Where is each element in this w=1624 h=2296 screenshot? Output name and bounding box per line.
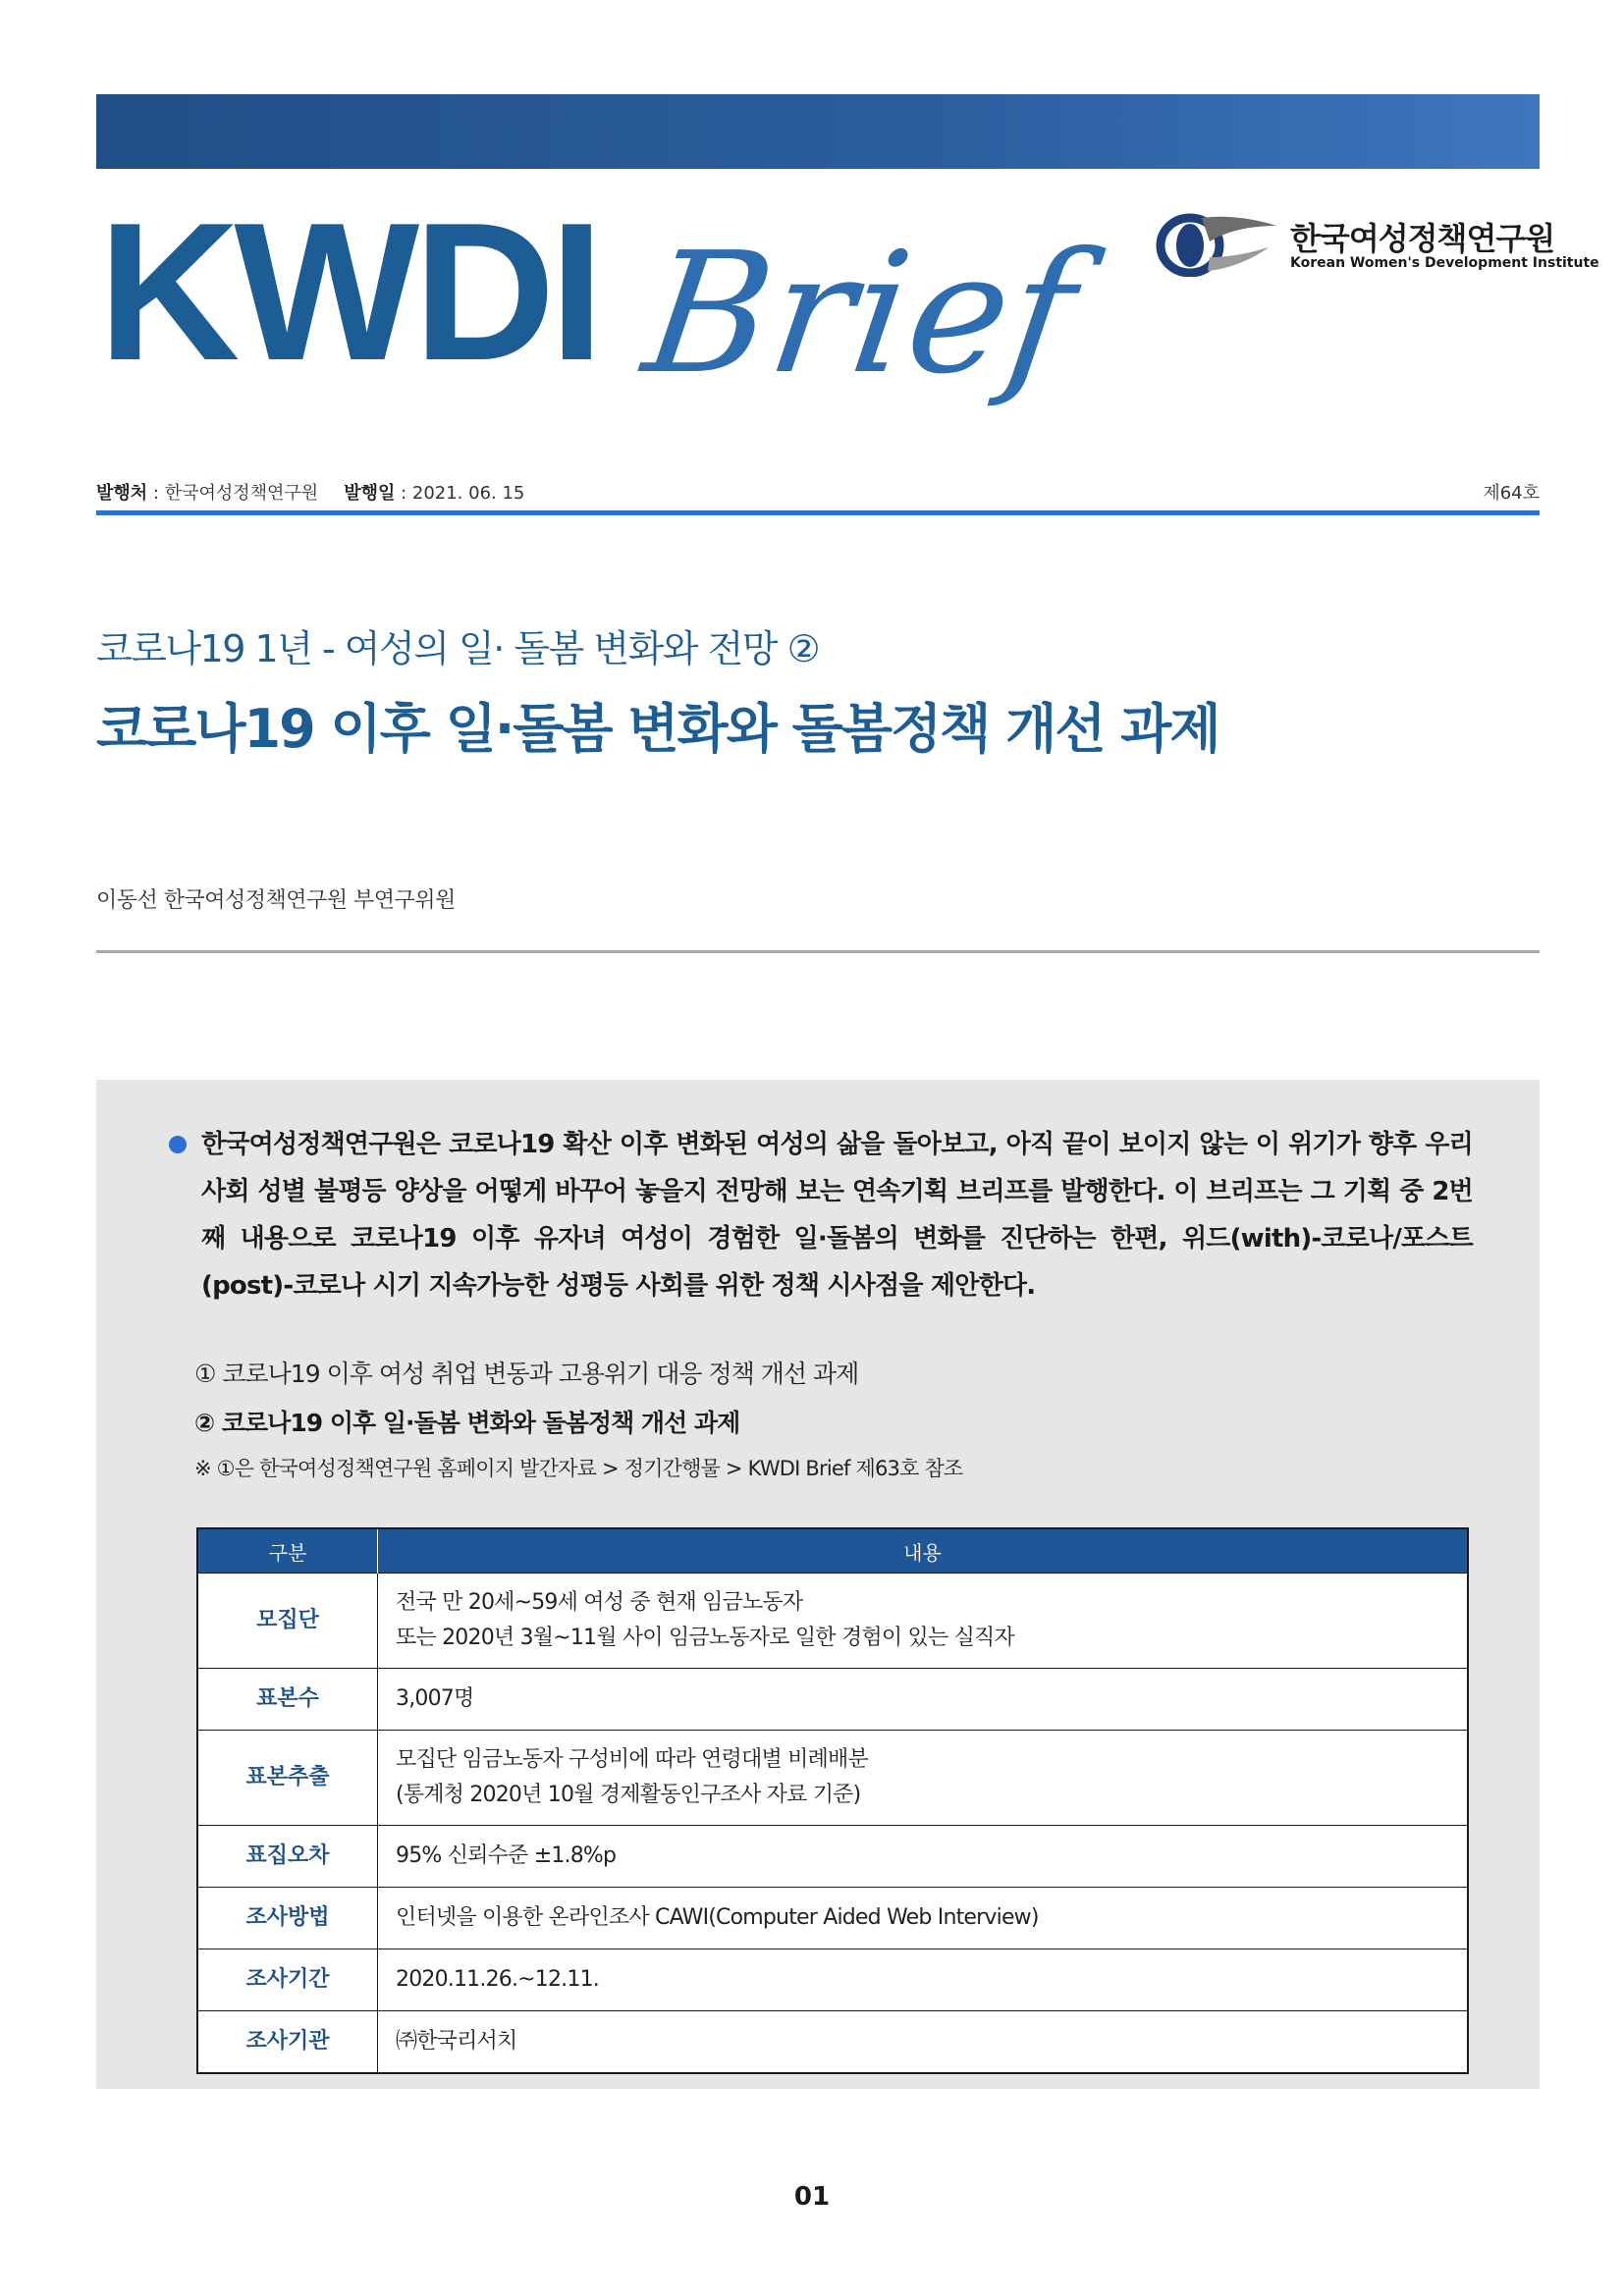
- masthead-kwdi: KWDI: [98, 183, 599, 401]
- row-value: 3,007명: [378, 1669, 1469, 1731]
- row-value: 2020.11.26.~12.11.: [378, 1949, 1469, 2011]
- row-value: [378, 1574, 1469, 1669]
- row-value-line: 모집단 임금노동자 구성비에 따라 연령대별 비례배분: [396, 1747, 868, 1772]
- table-row: [197, 1731, 1468, 1826]
- logo-english-name: Korean Women's Development Institute: [1290, 255, 1599, 271]
- logo-korean-name: 한국여성정책연구원: [1290, 220, 1555, 257]
- series-item-1: ① 코로나19 이후 여성 취업 변동과 고용위기 대응 정책 개선 과제: [194, 1360, 859, 1388]
- table-row: [197, 2011, 1468, 2074]
- reference-note: ※ ①은 한국여성정책연구원 홈페이지 발간자료 > 정기간행물 > KWDI Brief 제63호 참조: [194, 1457, 963, 1480]
- table-row: [197, 1949, 1468, 2011]
- row-value: 95% 신뢰수준 ±1.8%p: [378, 1826, 1469, 1888]
- row-value-line: 전국 만 20세~59세 여성 중 현재 임금노동자: [396, 1590, 803, 1615]
- header-category: 구분: [197, 1528, 378, 1574]
- row-value-line: (통계청 2020년 10월 경제활동인구조사 자료 기준): [396, 1783, 861, 1807]
- publication-date: 2021. 06. 15: [411, 483, 525, 504]
- header-divider: [96, 510, 1540, 515]
- table-row: [197, 1826, 1468, 1888]
- row-label: 모집단: [197, 1574, 378, 1669]
- header-content: 내용: [378, 1528, 1469, 1574]
- row-label: 표본수: [197, 1669, 378, 1731]
- row-label: 조사기간: [197, 1949, 378, 2011]
- table-row: [197, 1888, 1468, 1949]
- row-value-line: 또는 2020년 3월~11월 사이 임금노동자로 일한 경험이 있는 실직자: [396, 1626, 1014, 1650]
- row-label: 표본추출: [197, 1731, 378, 1826]
- bullet-icon: [169, 1136, 187, 1153]
- table-row: [197, 1574, 1468, 1669]
- row-label: 조사기관: [197, 2011, 378, 2074]
- survey-overview-table: [196, 1527, 1469, 2074]
- series-title: 코로나19 1년 - 여성의 일· 돌봄 변화와 전망 ②: [96, 627, 820, 670]
- row-label: 조사방법: [197, 1888, 378, 1949]
- publisher: 한국여성정책연구원: [164, 483, 319, 504]
- summary-paragraph: 한국여성정책연구원은 코로나19 확산 이후 변화된 여성의 삶을 돌아보고, 아직 끝이 보이지 않는 이 위기가 향후 우리사회 성별 불평등 양상을 어떻게 바꾸어 놓을지 전망해 보는 연속기획 브리프를 발행한다. 이 브리프는 그 기획 중 2번째 내용으로 코로나19 이후 유자녀 여성이 경험한 일·돌봄의 변화를 진단하는 한편, 위드(with)-코로나/포스트(post)-코로나 시기 지속가능한 성평등 사회를 위한 정책 시사점을 제안한다.: [201, 1130, 1473, 1301]
- series-item-2: ② 코로나19 이후 일·돌봄 변화와 돌봄정책 개선 과제: [194, 1409, 740, 1437]
- issue-number: 제64호: [1483, 483, 1540, 504]
- page-title: 코로나19 이후 일·돌봄 변화와 돌봄정책 개선 과제: [96, 698, 1219, 760]
- masthead-brief: Brief: [634, 217, 1089, 411]
- publisher-label: 발행처: [96, 483, 148, 504]
- page-number: 01: [793, 2182, 831, 2212]
- author: 이동선 한국여성정책연구원 부연구위원: [96, 888, 456, 913]
- row-label: 표집오차: [197, 1826, 378, 1888]
- logo-swoosh-icon: [1151, 212, 1278, 277]
- table-header-row: [197, 1528, 1468, 1574]
- row-value: [378, 1731, 1469, 1826]
- title-divider: [96, 950, 1540, 953]
- publication-info: 발행처 : 한국여성정책연구원 발행일 : 2021. 06. 15: [96, 483, 525, 504]
- table-row: [197, 1669, 1468, 1731]
- header-banner: [96, 94, 1540, 169]
- row-value: 인터넷을 이용한 온라인조사 CAWI(Computer Aided Web Interview): [378, 1888, 1469, 1949]
- kwdi-logo: [1151, 208, 1599, 277]
- date-label: 발행일: [344, 483, 396, 504]
- row-value: ㈜한국리서치: [378, 2011, 1469, 2074]
